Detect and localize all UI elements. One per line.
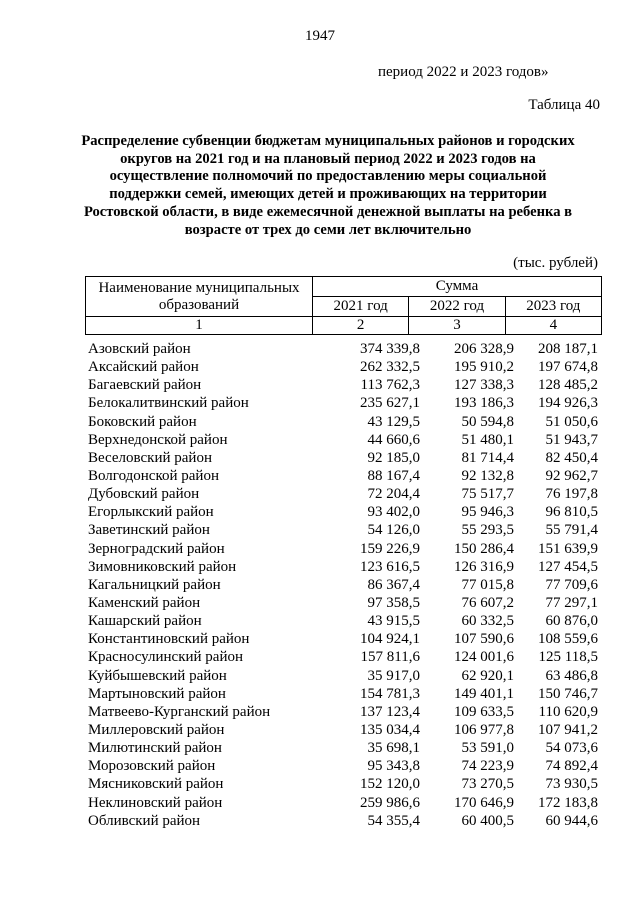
amount-2023: 127 454,5 [538,558,598,575]
amount-2021: 95 343,8 [367,758,420,775]
amount-2023: 197 674,8 [538,359,598,376]
table-body [88,340,598,830]
table-row [88,558,598,576]
amount-2021: 92 185,0 [367,449,420,466]
amount-2021: 137 123,4 [360,703,420,720]
amount-2021: 259 986,6 [360,794,420,811]
municipality-name: Мартыновский район [88,685,226,702]
municipality-name: Зимовниковский район [88,558,237,575]
amount-2023: 96 810,5 [545,504,598,521]
amount-2022: 76 607,2 [461,594,514,611]
document-title: Распределение субвенции бюджетам муниципальных районов и городских округов на 2021 год и на плановый период 2022 и 2023 годов на осуществление полномочий по предоставлению меры социальной поддержки семей, имеющих детей и проживающих на территории Ростовской области, в виде ежемесячной денежной выплаты на ребенка в возрасте от трех до семи лет включительно [81,133,575,238]
table-row [88,630,598,648]
amount-2022: 150 286,4 [454,540,514,557]
amount-2021: 262 332,5 [360,359,420,376]
amount-2022: 77 015,8 [461,576,514,593]
amount-2022: 106 977,8 [454,721,514,738]
amount-2023: 128 485,2 [538,377,598,394]
amount-2023: 172 183,8 [538,794,598,811]
amount-2022: 127 338,3 [454,377,514,394]
amount-2021: 157 811,6 [360,649,420,666]
amount-2023: 60 876,0 [545,613,598,630]
municipality-name: Зерноградский район [88,540,225,557]
table-row [88,794,598,812]
municipality-name: Кашарский район [88,613,202,630]
municipality-name: Морозовский район [88,758,216,775]
table-row [88,739,598,757]
table-row [88,431,598,449]
amount-2021: 88 167,4 [367,467,420,484]
amount-2023: 60 944,6 [545,812,598,829]
table-row [88,485,598,503]
header-col-number: 3 [409,317,505,335]
amount-2023: 150 746,7 [538,685,598,702]
table-row [88,667,598,685]
table-header [85,276,602,335]
amount-2022: 107 590,6 [454,631,514,648]
amount-2023: 51 943,7 [545,431,598,448]
municipality-name: Веселовский район [88,449,212,466]
municipality-name: Заветинский район [88,522,210,539]
municipality-name: Неклиновский район [88,794,223,811]
municipality-name: Дубовский район [88,486,200,503]
unit-note: (тыс. рублей) [513,255,598,271]
amount-2022: 60 400,5 [461,812,514,829]
amount-2022: 195 910,2 [454,359,514,376]
amount-2022: 62 920,1 [461,667,514,684]
municipality-name: Матвеево-Курганский район [88,703,271,720]
amount-2021: 235 627,1 [360,395,420,412]
amount-2021: 35 917,0 [367,667,420,684]
header-col-number: 4 [505,317,601,335]
amount-2023: 54 073,6 [545,740,598,757]
municipality-name: Верхнедонской район [88,431,228,448]
page-number: 1947 [305,28,335,44]
amount-2023: 82 450,4 [545,449,598,466]
amount-2021: 43 915,5 [367,613,420,630]
amount-2022: 53 591,0 [461,740,514,757]
amount-2021: 35 698,1 [367,740,420,757]
table-row [88,576,598,594]
amount-2023: 208 187,1 [538,341,598,357]
table-row [88,721,598,739]
table-row [88,594,598,612]
municipality-name: Обливский район [88,812,201,829]
table-row [88,540,598,558]
amount-2022: 60 332,5 [461,613,514,630]
amount-2022: 75 517,7 [461,486,514,503]
municipality-name: Кагальницкий район [88,576,221,593]
amount-2021: 54 126,0 [367,522,420,539]
table-row [88,612,598,630]
table-row [88,358,598,376]
continuation-text: период 2022 и 2023 годов» [378,64,549,80]
municipality-name: Миллеровский район [88,721,225,738]
municipality-name: Красносулинский район [88,649,244,666]
table-row [88,394,598,412]
municipality-name: Куйбышевский район [88,667,227,684]
amount-2021: 97 358,5 [367,594,420,611]
table-row [88,376,598,394]
amount-2023: 74 892,4 [545,758,598,775]
table-row [88,503,598,521]
header-sum-column: Сумма [313,277,602,297]
municipality-name: Каменский район [88,594,201,611]
header-name-column: Наименование муниципальных образований [86,277,313,317]
header-col-number: 1 [86,317,313,335]
amount-2022: 126 316,9 [454,558,514,575]
amount-2023: 76 197,8 [545,486,598,503]
amount-2021: 72 204,4 [367,486,420,503]
municipality-name: Волгодонской район [88,467,219,484]
amount-2022: 92 132,8 [461,467,514,484]
table-row [88,521,598,539]
amount-2023: 63 486,8 [545,667,598,684]
amount-2022: 193 186,3 [454,395,514,412]
amount-2021: 104 924,1 [360,631,420,648]
amount-2021: 135 034,4 [360,721,420,738]
municipality-name: Константиновский район [88,631,250,648]
amount-2021: 154 781,3 [360,685,420,702]
amount-2021: 54 355,4 [367,812,420,829]
amount-2022: 81 714,4 [461,449,514,466]
amount-2021: 159 226,9 [360,540,420,557]
table-row [88,703,598,721]
amount-2023: 77 297,1 [545,594,598,611]
amount-2022: 149 401,1 [454,685,514,702]
amount-2022: 206 328,9 [454,341,514,357]
amount-2023: 107 941,2 [538,721,598,738]
amount-2023: 77 709,6 [545,576,598,593]
municipality-name: Белокалитвинский район [88,395,249,412]
amount-2022: 124 001,6 [454,649,514,666]
amount-2021: 113 762,3 [360,377,420,394]
table-row [88,340,598,358]
header-year-2023: 2023 год [505,297,601,317]
amount-2021: 374 339,8 [360,341,420,357]
table-row [88,757,598,775]
amount-2022: 95 946,3 [461,504,514,521]
amount-2021: 43 129,5 [367,413,420,430]
amount-2023: 92 962,7 [545,467,598,484]
amount-2021: 152 120,0 [360,776,420,793]
municipality-name: Багаевский район [88,377,202,394]
amount-2022: 109 633,5 [454,703,514,720]
municipality-name: Мясниковский район [88,776,224,793]
amount-2022: 73 270,5 [461,776,514,793]
amount-2021: 93 402,0 [367,504,420,521]
amount-2023: 110 620,9 [538,703,598,720]
header-col-number: 2 [313,317,409,335]
municipality-name: Аксайский район [88,359,199,376]
table-row [88,467,598,485]
amount-2023: 108 559,6 [538,631,598,648]
municipality-name: Егорлыкский район [88,504,214,521]
amount-2021: 44 660,6 [367,431,420,448]
municipality-name: Боковский район [88,413,197,430]
amount-2023: 51 050,6 [545,413,598,430]
amount-2022: 50 594,8 [461,413,514,430]
table-row [88,775,598,793]
amount-2022: 51 480,1 [461,431,514,448]
amount-2021: 86 367,4 [367,576,420,593]
header-year-2021: 2021 год [313,297,409,317]
amount-2023: 55 791,4 [545,522,598,539]
amount-2023: 73 930,5 [545,776,598,793]
table-row [88,648,598,666]
amount-2022: 170 646,9 [454,794,514,811]
table-row [88,812,598,830]
municipality-name: Азовский район [88,341,191,357]
table-row [88,449,598,467]
table-label: Таблица 40 [528,97,600,113]
municipality-name: Милютинский район [88,740,222,757]
amount-2022: 74 223,9 [461,758,514,775]
amount-2021: 123 616,5 [360,558,420,575]
amount-2022: 55 293,5 [461,522,514,539]
amount-2023: 194 926,3 [538,395,598,412]
table-row [88,413,598,431]
header-year-2022: 2022 год [409,297,505,317]
amount-2023: 125 118,5 [538,649,598,666]
amount-2023: 151 639,9 [538,540,598,557]
table-row [88,685,598,703]
